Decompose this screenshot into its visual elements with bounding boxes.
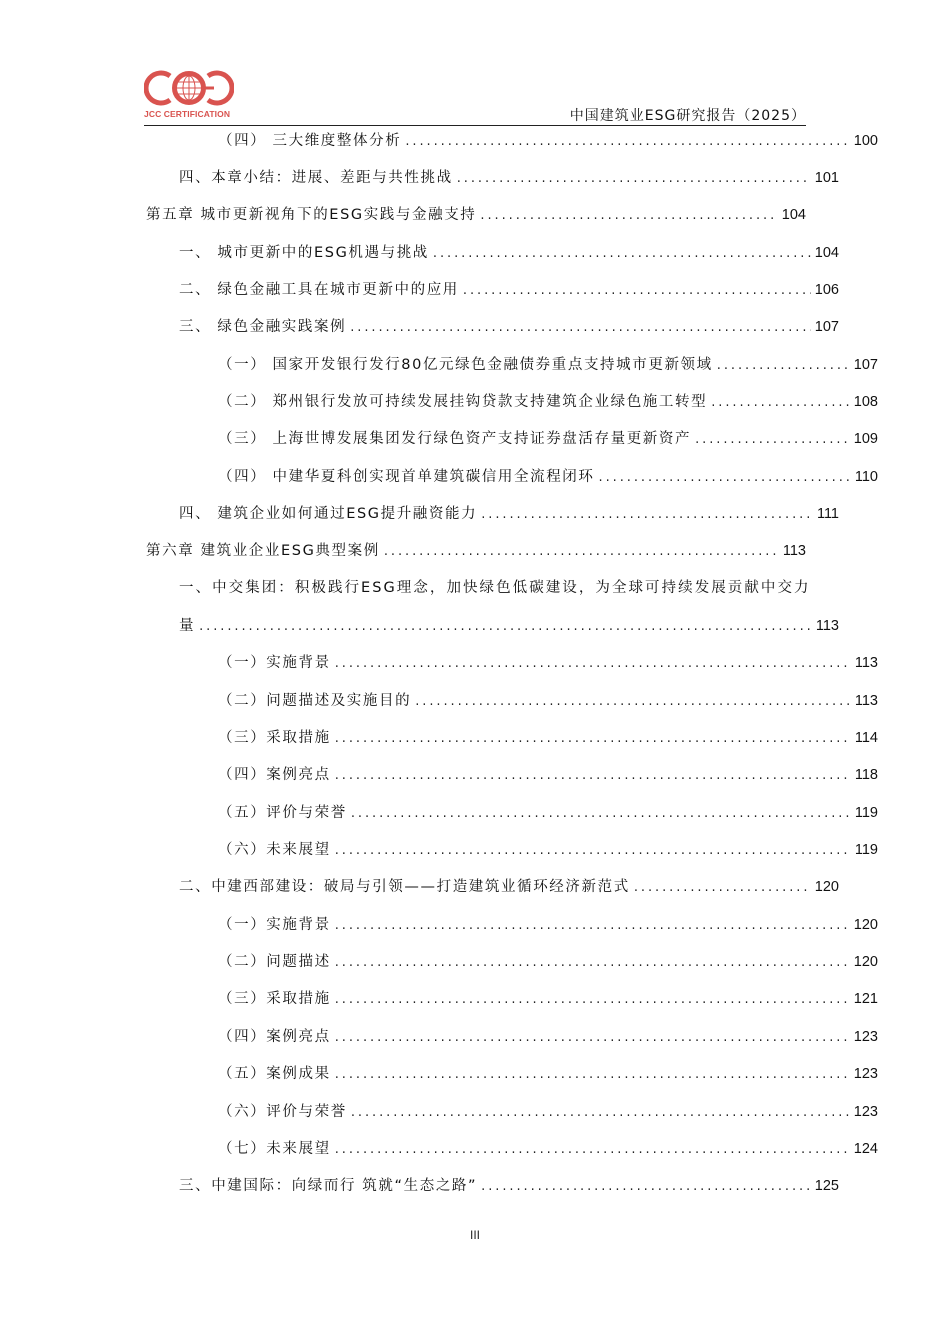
toc-entry[interactable]: [146, 689, 878, 711]
toc-entry-title: 二、中建西部建设：破局与引领——打造建筑业循环经济新范式: [179, 879, 630, 895]
toc-entry[interactable]: [146, 763, 878, 785]
dot-leader: [335, 656, 851, 671]
toc-entry-page: 100: [853, 133, 878, 149]
toc-entry-title: （一）实施背景: [218, 917, 331, 933]
toc-entry-page: 125: [814, 1178, 839, 1194]
toc-entry-title: 二、 绿色金融工具在城市更新中的应用: [179, 282, 459, 298]
toc-entry[interactable]: [146, 1174, 839, 1196]
dot-leader: [199, 619, 812, 634]
jcc-rings-icon: [144, 68, 234, 108]
dot-leader: [335, 1030, 850, 1045]
toc-entry-page: 113: [854, 693, 878, 709]
toc-entry[interactable]: [146, 129, 878, 151]
toc-entry-title: （五）案例成果: [218, 1066, 331, 1082]
header-divider: [144, 125, 806, 126]
jcc-logo: [144, 68, 234, 120]
toc-entry-page: 118: [854, 767, 878, 783]
dot-leader: [481, 1179, 811, 1194]
toc-entry-title: 四、 建筑企业如何通过ESG提升融资能力: [179, 506, 478, 522]
toc-entry[interactable]: [146, 614, 839, 636]
toc-entry-title: （六）未来展望: [218, 842, 331, 858]
dot-leader: [695, 432, 850, 447]
toc-entry-page: 121: [853, 991, 878, 1007]
toc-entry-page: 120: [853, 954, 878, 970]
toc-entry-title: （二） 郑州银行发放可持续发展挂钩贷款支持建筑企业绿色施工转型: [218, 394, 708, 410]
dot-leader: [335, 731, 851, 746]
dot-leader: [335, 955, 850, 970]
toc-entry[interactable]: [146, 465, 878, 487]
report-title: 中国建筑业ESG研究报告（2025）: [569, 108, 806, 124]
dot-leader: [351, 1105, 850, 1120]
dot-leader: [335, 1142, 850, 1157]
toc-entry[interactable]: [146, 241, 839, 263]
dot-leader: [711, 395, 850, 410]
toc-entry-title: （三）采取措施: [218, 730, 331, 746]
toc-entry[interactable]: [146, 1025, 878, 1047]
toc-entry-page: 108: [853, 394, 878, 410]
toc-entry-page: 106: [814, 282, 839, 298]
toc-entry-title: 三、 绿色金融实践案例: [179, 319, 347, 335]
toc-entry[interactable]: [146, 875, 839, 897]
toc-entry[interactable]: [146, 390, 878, 412]
toc-entry-page: 123: [853, 1104, 878, 1120]
toc-entry-title: 第五章 城市更新视角下的ESG实践与金融支持: [146, 207, 477, 223]
toc-entry[interactable]: [146, 203, 806, 225]
toc-entry[interactable]: [146, 166, 839, 188]
toc-entry-page: 113: [854, 655, 878, 671]
dot-leader: [335, 1067, 850, 1082]
dot-leader: [351, 806, 851, 821]
toc-entry-page: 120: [853, 917, 878, 933]
toc-entry[interactable]: [146, 278, 839, 300]
toc-entry-page: 104: [781, 207, 806, 223]
dot-leader: [405, 134, 849, 149]
toc-entry-page: 113: [782, 543, 806, 559]
dot-leader: [480, 208, 777, 223]
toc-entry[interactable]: [146, 539, 806, 561]
dot-leader: [717, 358, 850, 373]
toc-entry-page: 107: [853, 357, 878, 373]
toc-entry-page: 101: [814, 170, 839, 186]
toc-entry[interactable]: [146, 987, 878, 1009]
toc-entry-title: （三） 上海世博发展集团发行绿色资产支持证券盘活存量更新资产: [218, 431, 692, 447]
toc-entry-title: 第六章 建筑业企业ESG典型案例: [146, 543, 380, 559]
toc-entry[interactable]: [146, 315, 839, 337]
toc-entry-page: 119: [854, 805, 878, 821]
toc-entry-title: 一、 城市更新中的ESG机遇与挑战: [179, 245, 429, 261]
toc-entry-title: （二）问题描述: [218, 954, 331, 970]
dot-leader: [384, 544, 779, 559]
toc-entry-page: 111: [816, 506, 839, 522]
toc-entry[interactable]: [146, 1137, 878, 1159]
dot-leader: [350, 320, 811, 335]
toc-entry-page: 114: [854, 730, 878, 746]
dot-leader: [335, 843, 851, 858]
dot-leader: [433, 246, 811, 261]
toc-entry-page: 107: [814, 319, 839, 335]
toc-entry-title: （三）采取措施: [218, 991, 331, 1007]
dot-leader: [335, 918, 850, 933]
toc-entry[interactable]: [146, 726, 878, 748]
logo-text: JCC CERTIFICATION: [144, 109, 231, 119]
toc-entry-title: （七）未来展望: [218, 1141, 331, 1157]
toc-entry-page: 119: [854, 842, 878, 858]
dot-leader: [335, 768, 851, 783]
toc-entry[interactable]: [146, 838, 878, 860]
toc-entry-title: 量: [179, 618, 196, 634]
dot-leader: [634, 880, 811, 895]
toc-entry[interactable]: [146, 801, 878, 823]
toc-entry-title: 一、中交集团：积极践行ESG理念，加快绿色低碳建设，为全球可持续发展贡献中交力: [179, 580, 811, 596]
toc-entry-page: 109: [853, 431, 878, 447]
toc-entry-page: 124: [853, 1141, 878, 1157]
toc-entry[interactable]: [146, 913, 878, 935]
toc-entry[interactable]: [146, 651, 878, 673]
toc-entry-page: 113: [815, 618, 839, 634]
toc-entry[interactable]: [146, 353, 878, 375]
dot-leader: [415, 694, 851, 709]
toc-entry-page: 104: [814, 245, 839, 261]
toc-entry-page: 123: [853, 1029, 878, 1045]
toc-entry-title: （一） 国家开发银行发行80亿元绿色金融债券重点支持城市更新领域: [218, 357, 713, 373]
toc-entry-title: （一）实施背景: [218, 655, 331, 671]
dot-leader: [481, 507, 813, 522]
dot-leader: [335, 992, 850, 1007]
dot-leader: [463, 283, 811, 298]
toc-entry-title: （六）评价与荣誉: [218, 1104, 347, 1120]
toc-entry[interactable]: [146, 950, 878, 972]
toc-entry[interactable]: [146, 576, 839, 598]
toc-entry-title: （四）案例亮点: [218, 1029, 331, 1045]
toc-entry[interactable]: [146, 1100, 878, 1122]
toc-entry-page: 120: [814, 879, 839, 895]
toc-entry[interactable]: [146, 502, 839, 524]
dot-leader: [599, 470, 851, 485]
toc-entry[interactable]: [146, 1062, 878, 1084]
toc-entry-title: 四、本章小结：进展、差距与共性挑战: [179, 170, 453, 186]
toc-entry-title: （四） 中建华夏科创实现首单建筑碳信用全流程闭环: [218, 469, 595, 485]
toc-entry-title: （四） 三大维度整体分析: [218, 133, 402, 149]
toc-entry-title: （四）案例亮点: [218, 767, 331, 783]
page-number: III: [469, 1228, 480, 1242]
toc-entry-title: 三、中建国际：向绿而行 筑就“生态之路”: [179, 1178, 478, 1194]
toc-entry-page: 110: [854, 469, 878, 485]
toc-entry-title: （二）问题描述及实施目的: [218, 693, 412, 709]
toc-entry-page: 123: [853, 1066, 878, 1082]
toc-entry-title: （五）评价与荣誉: [218, 805, 347, 821]
dot-leader: [457, 171, 811, 186]
toc-entry[interactable]: [146, 427, 878, 449]
